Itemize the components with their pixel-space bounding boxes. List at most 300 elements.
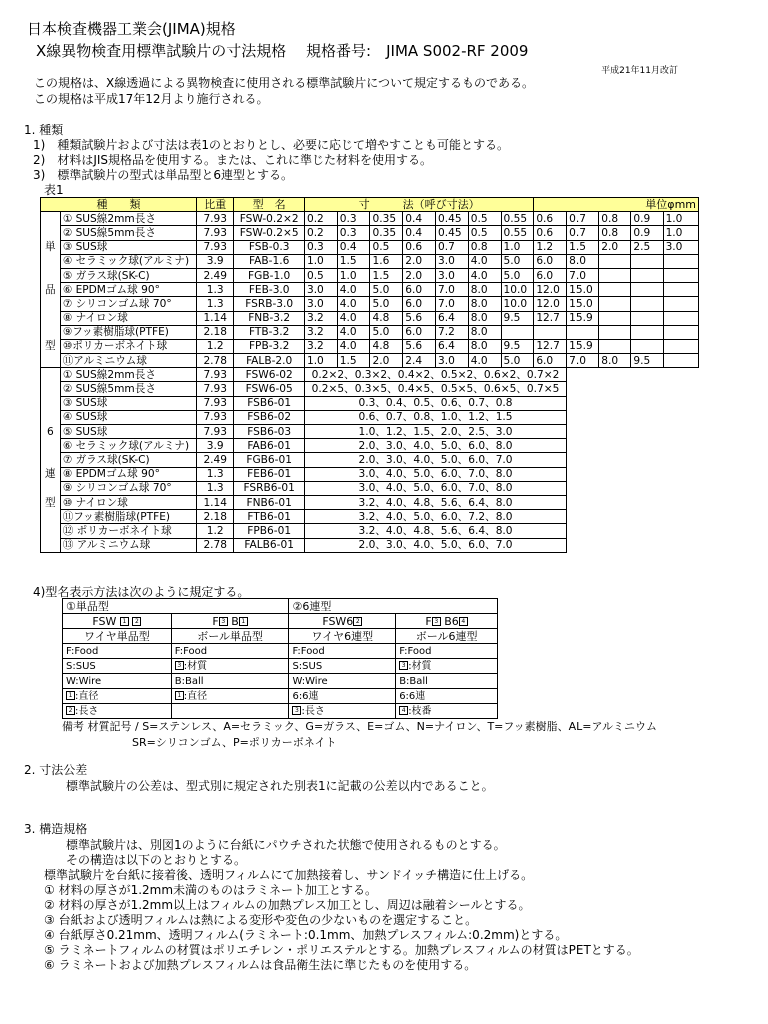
empty-cell [567, 410, 699, 424]
dimension-cell: 6.0 [534, 354, 567, 368]
section1-item-3: 3) 標準試験片の型式は単品型と6連型とする。 [33, 168, 293, 182]
dimension-cell: 1.0 [663, 212, 698, 226]
table-row [41, 538, 699, 552]
dimension-cell: 0.45 [436, 226, 469, 240]
dimension-cell: 1.5 [337, 254, 370, 268]
table1-label: 表1 [44, 183, 64, 197]
specific-gravity: 7.93 [197, 240, 234, 254]
dimension-cell: 0.5 [304, 268, 337, 282]
multi-dimensions: 3.2、4.0、5.0、6.0、7.2、8.0 [304, 510, 566, 524]
code-row-cell: F:Food [171, 644, 289, 659]
dimension-cell: 0.6 [534, 226, 567, 240]
dimension-cell [599, 311, 631, 325]
table-row [41, 425, 699, 439]
side-label-single [41, 297, 61, 311]
model-name: FSB6-03 [234, 425, 305, 439]
dimension-cell [599, 268, 631, 282]
ball-multi-code: F 3 B6 4 [396, 614, 498, 629]
empty-cell [567, 396, 699, 410]
dimension-cell: 5.0 [501, 254, 534, 268]
material-name: ② SUS線5mm長さ [60, 382, 196, 396]
dimension-cell: 6.0 [403, 297, 436, 311]
dimension-cell [663, 325, 698, 339]
wire-single-code: FSW 1 2 [63, 614, 172, 629]
dimension-cell: 7.0 [567, 354, 599, 368]
note-material-codes-2: SR=シリコンゴム、P=ポリカーボネイト [132, 736, 337, 749]
dimension-cell: 0.8 [468, 240, 501, 254]
note-material-codes: 備考 材質記号 / S=ステンレス、A=セラミック、G=ガラス、E=ゴム、N=ナイロン、T=フッ素樹脂、AL=アルミニウム [62, 720, 657, 733]
dimension-cell [663, 354, 698, 368]
specific-gravity: 2.49 [197, 453, 234, 467]
table-row [41, 453, 699, 467]
multi-dimensions: 3.0、4.0、5.0、6.0、7.0、8.0 [304, 481, 566, 495]
dimension-cell [567, 325, 599, 339]
multi-dimensions: 1.0、1.2、1.5、2.0、2.5、3.0 [304, 425, 566, 439]
material-name: ① SUS線2mm長さ [60, 368, 196, 382]
dimension-cell: 9.5 [631, 354, 663, 368]
dimension-cell: 9.5 [501, 311, 534, 325]
table-row [41, 382, 699, 396]
dimension-cell: 12.7 [534, 311, 567, 325]
material-name: ⑤ ガラス球(SK-C) [60, 268, 196, 282]
table-row [41, 481, 699, 495]
table-row [41, 495, 699, 509]
dimension-cell: 3.2 [304, 311, 337, 325]
dimension-cell: 1.5 [337, 354, 370, 368]
material-name: ⑤ SUS球 [60, 425, 196, 439]
model-name: FAB-1.6 [234, 254, 305, 268]
dimension-cell: 0.4 [403, 212, 436, 226]
type-label-ball-multi: ボール6連型 [396, 629, 498, 644]
code-row-cell: 2 :長さ [63, 704, 172, 719]
material-name: ⑦ シリコンゴム球 70° [60, 297, 196, 311]
material-name: ⑩ ナイロン球 [60, 495, 196, 509]
model-name: FGB-1.0 [234, 268, 305, 282]
section3-heading: 3. 構造規格 [24, 822, 88, 836]
side-label-multi [41, 524, 61, 538]
dimension-cell: 1.6 [370, 254, 403, 268]
specific-gravity: 1.3 [197, 297, 234, 311]
multi-dimensions: 3.2、4.0、4.8、5.6、6.4、8.0 [304, 524, 566, 538]
dimension-cell: 3.0 [436, 254, 469, 268]
specific-gravity: 1.3 [197, 467, 234, 481]
side-label-single [41, 212, 61, 226]
dimension-cell: 4.0 [337, 339, 370, 353]
single-type-label: ①単品型 [63, 599, 289, 614]
dimension-cell [663, 297, 698, 311]
material-name: ⑥ EPDMゴム球 90° [60, 283, 196, 297]
table-row [41, 240, 699, 254]
dimension-cell: 3.0 [663, 240, 698, 254]
dimension-cell [599, 254, 631, 268]
dimension-cell: 9.5 [501, 339, 534, 353]
side-label-multi [41, 538, 61, 552]
code-row-cell: F:Food [396, 644, 498, 659]
code-row-cell: B:Ball [171, 674, 289, 689]
material-name: ⑨フッ素樹脂球(PTFE) [60, 325, 196, 339]
dimension-cell: 6.4 [436, 339, 469, 353]
table-row [41, 297, 699, 311]
side-label-single [41, 311, 61, 325]
side-label-single [41, 254, 61, 268]
specific-gravity: 7.93 [197, 212, 234, 226]
side-label-multi [41, 481, 61, 495]
section1-item-2: 2) 材料はJIS規格品を使用する。または、これに準じた材料を使用する。 [33, 153, 433, 167]
model-name: FNB-3.2 [234, 311, 305, 325]
material-name: ④ SUS球 [60, 410, 196, 424]
dimension-cell: 0.6 [403, 240, 436, 254]
dimension-cell: 0.55 [501, 212, 534, 226]
dimension-cell [599, 283, 631, 297]
table-row [41, 354, 699, 368]
material-name: ⑪フッ素樹脂球(PTFE) [60, 510, 196, 524]
specific-gravity: 7.93 [197, 382, 234, 396]
dimension-cell: 2.5 [631, 240, 663, 254]
section1-item-1: 1) 種類試験片および寸法は表1のとおりとし、必要に応じて増やすことも可能とする。 [33, 138, 509, 152]
dimension-cell: 6.4 [436, 311, 469, 325]
empty-cell [567, 524, 699, 538]
material-name: ⑬ アルミニウム球 [60, 538, 196, 552]
dimension-cell: 8.0 [468, 297, 501, 311]
side-label-multi: 型 [41, 495, 61, 509]
section3-item-6: ⑥ ラミネートおよび加熱プレスフィルムは食品衛生法に準じたものを使用する。 [44, 958, 477, 972]
code-row-cell: F:Food [63, 644, 172, 659]
material-name: ② SUS線5mm長さ [60, 226, 196, 240]
dimension-cell: 2.0 [370, 354, 403, 368]
section3-item-4: ④ 台紙厚さ0.21mm、透明フィルム(ラミネート:0.1mm、加熱プレスフィルム:0.2mm)とする。 [44, 928, 568, 942]
empty-cell [567, 453, 699, 467]
table-row [41, 439, 699, 453]
dimension-cell: 0.7 [567, 212, 599, 226]
dimension-cell [599, 339, 631, 353]
code-row-cell: S:SUS [289, 659, 396, 674]
dimension-cell: 8.0 [468, 311, 501, 325]
side-label-single: 型 [41, 339, 61, 353]
dimension-cell: 1.0 [663, 226, 698, 240]
dimension-cell [631, 339, 663, 353]
table-row [41, 268, 699, 282]
specific-gravity: 3.9 [197, 439, 234, 453]
table-row [41, 339, 699, 353]
multi-dimensions: 0.3、0.4、0.5、0.6、0.7、0.8 [304, 396, 566, 410]
table-row [41, 226, 699, 240]
dimension-cell: 0.6 [534, 212, 567, 226]
model-name: FEB-3.0 [234, 283, 305, 297]
dimension-cell: 7.0 [567, 268, 599, 282]
dimension-cell: 2.0 [599, 240, 631, 254]
dimension-cell: 15.9 [567, 339, 599, 353]
dimension-cell: 0.2 [304, 212, 337, 226]
side-label-multi: 連 [41, 467, 61, 481]
dimension-cell: 5.6 [403, 339, 436, 353]
dimension-cell: 1.0 [304, 254, 337, 268]
dimension-cell: 0.55 [501, 226, 534, 240]
model-name: FSB6-01 [234, 396, 305, 410]
code-row-cell: B:Ball [396, 674, 498, 689]
model-name-table [62, 598, 498, 719]
dimension-cell: 12.0 [534, 283, 567, 297]
multi-dimensions: 2.0、3.0、4.0、5.0、6.0、7.0 [304, 538, 566, 552]
dimension-cell [663, 283, 698, 297]
dimension-cell: 0.3 [337, 212, 370, 226]
header-type: 種 類 [41, 198, 197, 212]
specific-gravity: 1.3 [197, 283, 234, 297]
dimension-cell: 7.2 [436, 325, 469, 339]
specific-gravity: 1.2 [197, 524, 234, 538]
table-row [41, 283, 699, 297]
specific-gravity: 1.2 [197, 339, 234, 353]
table-row [41, 254, 699, 268]
model-name: FALB-2.0 [234, 354, 305, 368]
dimension-cell: 2.0 [403, 268, 436, 282]
multi-dimensions: 3.2、4.0、4.8、5.6、6.4、8.0 [304, 495, 566, 509]
section3-line-3: 標準試験片を台紙に接着後、透明フィルムにて加熱接着し、サンドイッチ構造に仕上げる。 [44, 868, 534, 882]
specific-gravity: 7.93 [197, 425, 234, 439]
material-name: ③ SUS球 [60, 396, 196, 410]
table-row [41, 510, 699, 524]
specific-gravity: 7.93 [197, 410, 234, 424]
material-name: ⑫ ポリカーボネイト球 [60, 524, 196, 538]
dimension-cell: 3.0 [436, 268, 469, 282]
dimension-cell: 8.0 [468, 283, 501, 297]
specific-gravity: 1.3 [197, 481, 234, 495]
dimension-cell: 1.5 [370, 268, 403, 282]
dimension-cell: 6.0 [534, 254, 567, 268]
dimension-cell: 15.0 [567, 283, 599, 297]
dimension-cell: 0.7 [567, 226, 599, 240]
side-label-multi [41, 453, 61, 467]
empty-cell [567, 467, 699, 481]
dimension-cell: 7.0 [436, 283, 469, 297]
material-name: ⑩ポリカーボネイト球 [60, 339, 196, 353]
side-label-single [41, 226, 61, 240]
empty-cell [567, 538, 699, 552]
material-name: ⑧ EPDMゴム球 90° [60, 467, 196, 481]
dimension-cell: 4.0 [468, 354, 501, 368]
code-row-cell: 1 :直径 [63, 689, 172, 704]
material-name: ⑪アルミニウム球 [60, 354, 196, 368]
dimension-cell: 5.0 [370, 325, 403, 339]
dimension-cell [631, 268, 663, 282]
dimension-cell [663, 311, 698, 325]
dimension-cell: 3.0 [304, 283, 337, 297]
model-name: FTB6-01 [234, 510, 305, 524]
code-row-cell: 4 :枝番 [396, 704, 498, 719]
model-name: FPB6-01 [234, 524, 305, 538]
dimension-cell: 6.0 [403, 325, 436, 339]
dimension-cell: 0.4 [403, 226, 436, 240]
dimension-cell: 0.35 [370, 212, 403, 226]
table-row [41, 524, 699, 538]
empty-cell [567, 368, 699, 382]
dimension-cell: 7.0 [436, 297, 469, 311]
dimension-cell: 8.0 [468, 325, 501, 339]
code-row-cell: W:Wire [289, 674, 396, 689]
dimension-cell: 3.2 [304, 325, 337, 339]
section2-heading: 2. 寸法公差 [24, 763, 88, 777]
empty-cell [567, 510, 699, 524]
model-name: FALB6-01 [234, 538, 305, 552]
model-name: FNB6-01 [234, 495, 305, 509]
multi-dimensions: 0.6、0.7、0.8、1.0、1.2、1.5 [304, 410, 566, 424]
type-label-wire-multi: ワイヤ6連型 [289, 629, 396, 644]
dimension-cell [631, 254, 663, 268]
side-label-multi [41, 382, 61, 396]
intro-line-2: この規格は平成17年12月より施行される。 [34, 92, 269, 106]
dimension-cell [599, 325, 631, 339]
dimension-cell: 2.0 [403, 254, 436, 268]
empty-cell [567, 382, 699, 396]
dimension-cell: 4.0 [337, 297, 370, 311]
material-name: ⑨ シリコンゴム球 70° [60, 481, 196, 495]
code-row-cell: W:Wire [63, 674, 172, 689]
dimension-cell: 1.2 [534, 240, 567, 254]
dimension-cell [599, 297, 631, 311]
dimension-cell: 3.0 [436, 354, 469, 368]
multi-dimensions: 2.0、3.0、4.0、5.0、6.0、7.0 [304, 453, 566, 467]
wire-multi-code: FSW6 2 [289, 614, 396, 629]
dimension-cell: 0.3 [304, 240, 337, 254]
model-name: FSRB-3.0 [234, 297, 305, 311]
side-label-single: 単 [41, 240, 61, 254]
table-row [41, 368, 699, 382]
dimension-cell: 0.9 [631, 226, 663, 240]
dimension-cell: 0.4 [337, 240, 370, 254]
code-row-cell: S:SUS [63, 659, 172, 674]
dimension-cell [501, 325, 534, 339]
type-label-wire-single: ワイヤ単品型 [63, 629, 172, 644]
dimension-cell: 1.0 [501, 240, 534, 254]
header-unit: 単位φmm [534, 198, 699, 212]
side-label-multi [41, 510, 61, 524]
model-name: FPB-3.2 [234, 339, 305, 353]
section3-line-1: 標準試験片は、別図1のように台紙にパウチされた状態で使用されるものとする。 [66, 838, 506, 852]
dimension-cell: 4.0 [337, 311, 370, 325]
model-name: FSW-0.2×5 [234, 226, 305, 240]
multi-dimensions: 2.0、3.0、4.0、5.0、6.0、8.0 [304, 439, 566, 453]
code-row-cell: 3 :材質 [171, 659, 289, 674]
table1 [40, 197, 699, 553]
code-row-cell [171, 704, 289, 719]
side-label-multi [41, 439, 61, 453]
section2-body: 標準試験片の公差は、型式別に規定された別表1に記載の公差以内であること。 [66, 779, 494, 793]
model-name: FSB-0.3 [234, 240, 305, 254]
dimension-cell: 2.4 [403, 354, 436, 368]
dimension-cell: 8.0 [567, 254, 599, 268]
dimension-cell: 12.7 [534, 339, 567, 353]
dimension-cell: 0.35 [370, 226, 403, 240]
code-row-cell: 1 :直径 [171, 689, 289, 704]
dimension-cell: 0.5 [468, 212, 501, 226]
dimension-cell: 0.8 [599, 226, 631, 240]
code-row-cell: 3 :材質 [396, 659, 498, 674]
dimension-cell [663, 268, 698, 282]
section1-heading: 1. 種類 [24, 123, 64, 137]
material-name: ③ SUS球 [60, 240, 196, 254]
side-label-multi [41, 396, 61, 410]
specific-gravity: 1.14 [197, 495, 234, 509]
side-label-multi [41, 368, 61, 382]
dimension-cell: 5.0 [370, 297, 403, 311]
side-label-single [41, 325, 61, 339]
specific-gravity: 7.93 [197, 368, 234, 382]
dimension-cell: 15.0 [567, 297, 599, 311]
dimension-cell: 3.0 [304, 297, 337, 311]
material-name: ⑦ ガラス球(SK-C) [60, 453, 196, 467]
dimension-cell: 0.3 [337, 226, 370, 240]
dimension-cell: 0.45 [436, 212, 469, 226]
code-row-cell: F:Food [289, 644, 396, 659]
dimension-cell: 8.0 [599, 354, 631, 368]
dimension-cell [663, 254, 698, 268]
dimension-cell: 4.8 [370, 339, 403, 353]
side-label-multi [41, 410, 61, 424]
dimension-cell: 3.2 [304, 339, 337, 353]
dimension-cell: 4.0 [337, 283, 370, 297]
revision-date: 平成21年11月改訂 [601, 66, 678, 76]
dimension-cell: 6.0 [534, 268, 567, 282]
model-name: FGB6-01 [234, 453, 305, 467]
section3-line-2: その構造は以下のとおりとする。 [66, 853, 247, 867]
dimension-cell: 0.7 [436, 240, 469, 254]
dimension-cell [534, 325, 567, 339]
section3-item-3: ③ 台紙および透明フィルムは熱による変形や変色の少ないものを選定すること。 [44, 913, 478, 927]
dimension-cell: 10.0 [501, 297, 534, 311]
model-name: FAB6-01 [234, 439, 305, 453]
multi-type-label: ②6連型 [289, 599, 498, 614]
empty-cell [567, 481, 699, 495]
model-name: FSRB6-01 [234, 481, 305, 495]
dimension-cell: 12.0 [534, 297, 567, 311]
dimension-cell [631, 325, 663, 339]
code-row-cell: 3 :長さ [289, 704, 396, 719]
model-name: FTB-3.2 [234, 325, 305, 339]
section3-item-1: ① 材料の厚さが1.2mm未満のものはラミネート加工とする。 [44, 883, 378, 897]
specific-gravity: 2.18 [197, 325, 234, 339]
doc-title-line2: X線異物検査用標準試験片の寸法規格 規格番号: JIMA S002-RF 2009 [36, 42, 529, 60]
table-row [41, 311, 699, 325]
dimension-cell: 1.0 [337, 268, 370, 282]
dimension-cell: 0.5 [370, 240, 403, 254]
specific-gravity: 1.14 [197, 311, 234, 325]
specific-gravity: 3.9 [197, 254, 234, 268]
model-name: FSW6-02 [234, 368, 305, 382]
dimension-cell [663, 339, 698, 353]
empty-cell [567, 425, 699, 439]
dimension-cell: 1.0 [304, 354, 337, 368]
dimension-cell: 4.0 [468, 268, 501, 282]
multi-dimensions: 0.2×5、0.3×5、0.4×5、0.5×5、0.6×5、0.7×5 [304, 382, 566, 396]
dimension-cell [631, 283, 663, 297]
header-model: 型 名 [234, 198, 305, 212]
dimension-cell: 6.0 [403, 283, 436, 297]
doc-title-line1: 日本検査機器工業会(JIMA)規格 [27, 20, 236, 38]
model-name: FEB6-01 [234, 467, 305, 481]
dimension-cell: 5.0 [370, 283, 403, 297]
table1-header-row [41, 198, 699, 212]
dimension-cell: 0.8 [599, 212, 631, 226]
model-name: FSW6-05 [234, 382, 305, 396]
dimension-cell [631, 311, 663, 325]
dimension-cell: 4.0 [337, 325, 370, 339]
side-label-multi: 6 [41, 425, 61, 439]
specific-gravity: 2.78 [197, 354, 234, 368]
header-dimensions: 寸 法（呼び寸法） [304, 198, 533, 212]
empty-cell [567, 495, 699, 509]
header-specific-gravity: 比重 [197, 198, 234, 212]
side-label-single: 品 [41, 283, 61, 297]
specific-gravity: 2.18 [197, 510, 234, 524]
